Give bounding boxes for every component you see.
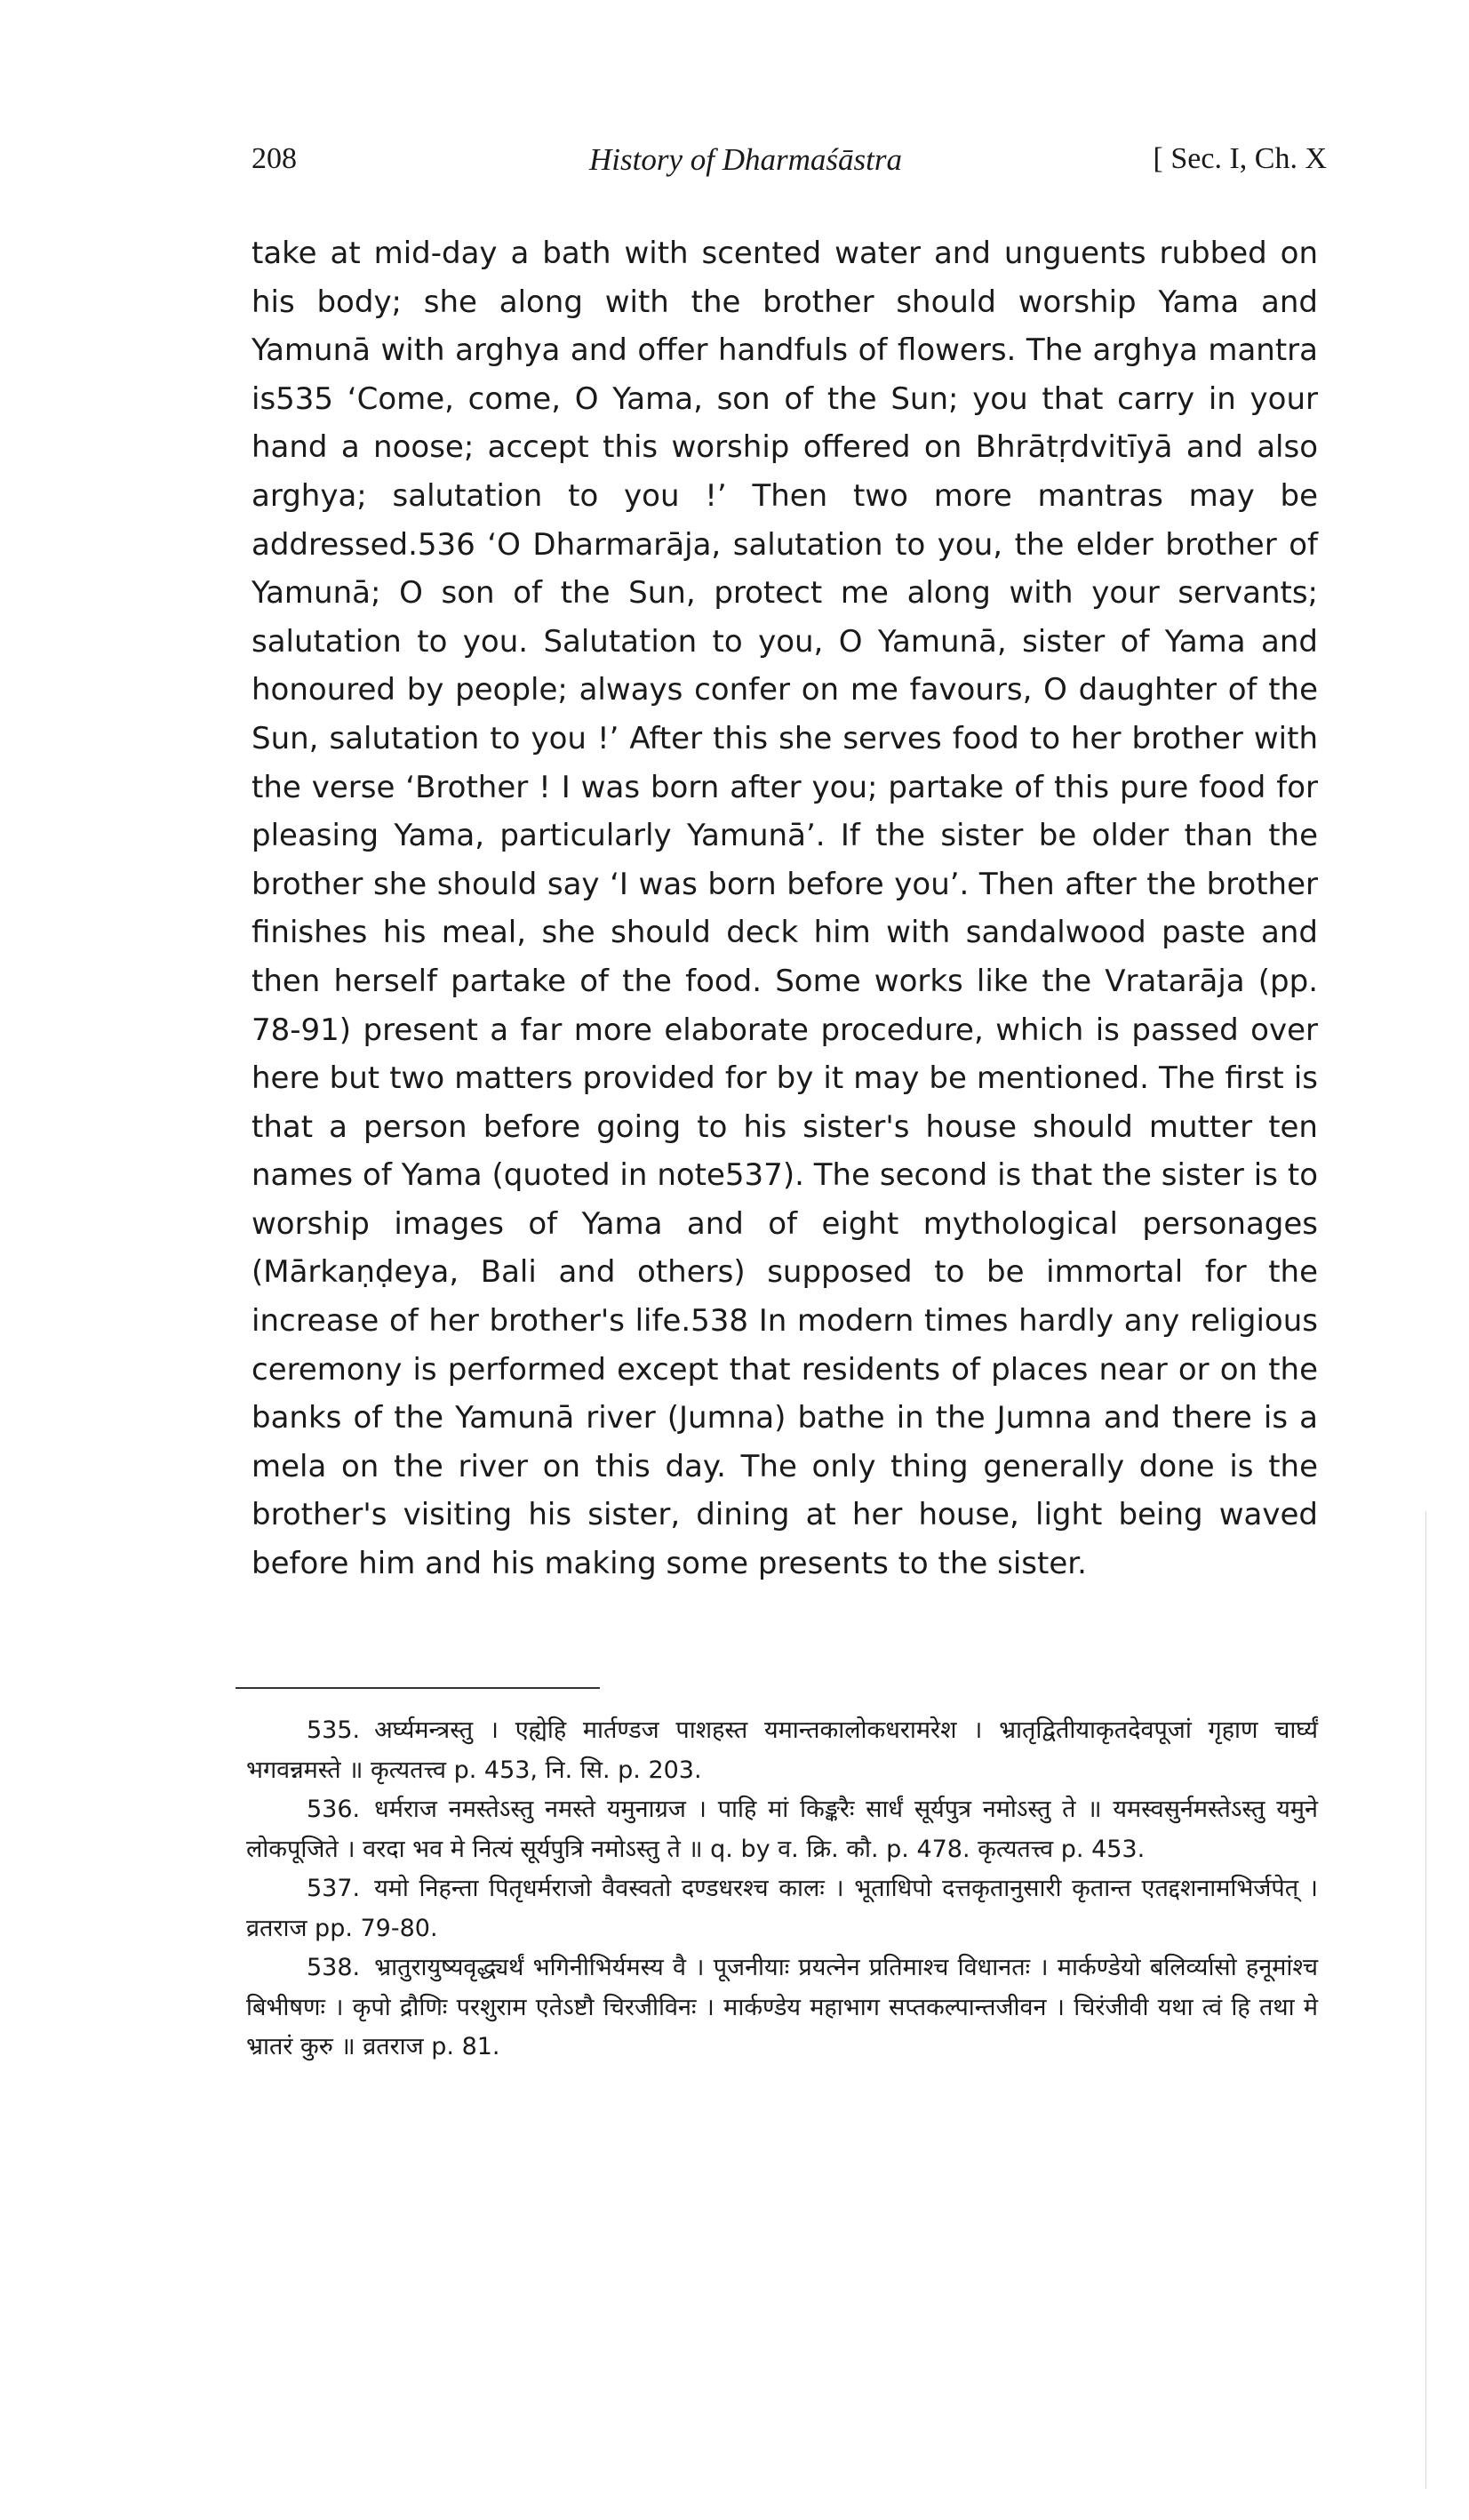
footnote-536 [246, 1790, 1318, 1869]
section-reference: [ Sec. I, Ch. X [1153, 142, 1327, 175]
running-title: History of Dharmaśāstra [589, 142, 902, 177]
footnote-number: 538. [307, 1954, 361, 1981]
body-paragraph: take at mid-day a bath with scented water and unguents rubbed on his body; she along with the brother should worship Yama and Yamunā with arghya and offer handfuls of flowers. The arghya mantra is535 ‘Come, come, O Yama, son of the Sun; you that carry in your hand a noose; accept this worship offered on Bhrātṛdvitīyā and also arghya; salutation to you !’ Then two more mantras may be addressed.536 ‘O Dharmarāja, salutation to you, the elder brother of Yamunā; O son of the Sun, protect me along with your servants; salutation to you. Salutation to you, O Yamunā, sister of Yama and honoured by people; always confer on me favours, O daughter of the Sun, salutation to you !’ After this she serves food to her brother with the verse ‘Brother ! I was born after you; partake of this pure food for pleasing Yama, particularly Yamunā’. If the sister be older than the brother she should say ‘I was born before you’. Then after the brother finishes his meal, she should deck him with sandalwood paste and then herself partake of the food. Some works like the Vratarāja (pp. 78-91) present a far more elaborate procedure, which is passed over here but two matters provided for by it may be mentioned. The first is that a person before going to his sister's house should mutter ten names of Yama (quoted in note537). The second is that the sister is to worship images of Yama and of eight mythological personages (Mārkaṇḍeya, Bali and others) supposed to be immortal for the increase of her brother's life.538 In modern times hardly any religious ceremony is performed except that residents of places near or on the banks of the Yamunā river (Jumna) bathe in the Jumna and there is a mela on the river on this day. The only thing generally done is the brother's visiting his sister, dining at her house, light being waved before him and his making some presents to the sister. [251, 236, 1318, 1582]
footnote-text: धर्मराज नमस्तेऽस्तु नमस्ते यमुनाग्रज । पाहि मां किङ्करैः सार्धं सूर्यपुत्र नमोऽस्तु ते ॥ यमस्वसुर्नमस्तेऽस्तु यमुने लोकपूजिते । वरदा भव मे नित्यं सूर्यपुत्रि नमोऽस्तु ते ॥ q. by व. क्रि. कौ. p. 478. कृत्यतत्त्व p. 453. [246, 1796, 1318, 1863]
footnote-text: यमो निहन्ता पितृधर्मराजो वैवस्वतो दण्डधरश्च कालः । भूताधिपो दत्तकृतानुसारी कृतान्त एतद्दशनामभिर्जपेत् । व्रतराज pp. 79-80. [246, 1875, 1318, 1942]
scan-edge-line [1425, 1511, 1426, 2489]
footnote-text: अर्घ्यमन्त्रस्तु । एह्येहि मार्तण्डज पाशहस्त यमान्तकालोकधरामरेश । भ्रातृद्वितीयाकृतदेवपूजां गृहाण चार्घ्यं भगवन्नमस्ते ॥ कृत्यतत्त्व p. 453, नि. सि. p. 203. [246, 1716, 1318, 1784]
footnote-537 [246, 1869, 1318, 1948]
page-number: 208 [251, 142, 297, 175]
footnote-535 [246, 1711, 1318, 1790]
footnote-divider [236, 1687, 600, 1689]
footnote-number: 536. [307, 1796, 361, 1823]
footnotes [246, 1711, 1318, 2068]
footnote-538 [246, 1948, 1318, 2068]
page-header [251, 142, 1327, 187]
footnote-text: भ्रातुरायुष्यवृद्ध्यर्थं भगिनीभिर्यमस्य वै । पूजनीयाः प्रयत्नेन प्रतिमाश्च विधानतः । मार्कण्डेयो बलिर्व्यासो हनूमांश्च बिभीषणः । कृपो द्रौणिः परशुराम एतेऽष्टौ चिरजीविनः । मार्कण्डेय महाभाग सप्तकल्पान्तजीवन । चिरंजीवी यथा त्वं हि तथा मे भ्रातरं कुरु ॥ व्रतराज p. 81. [246, 1954, 1319, 2060]
main-text [251, 229, 1318, 1588]
footnote-number: 535. [307, 1716, 361, 1744]
footnote-number: 537. [307, 1875, 361, 1902]
